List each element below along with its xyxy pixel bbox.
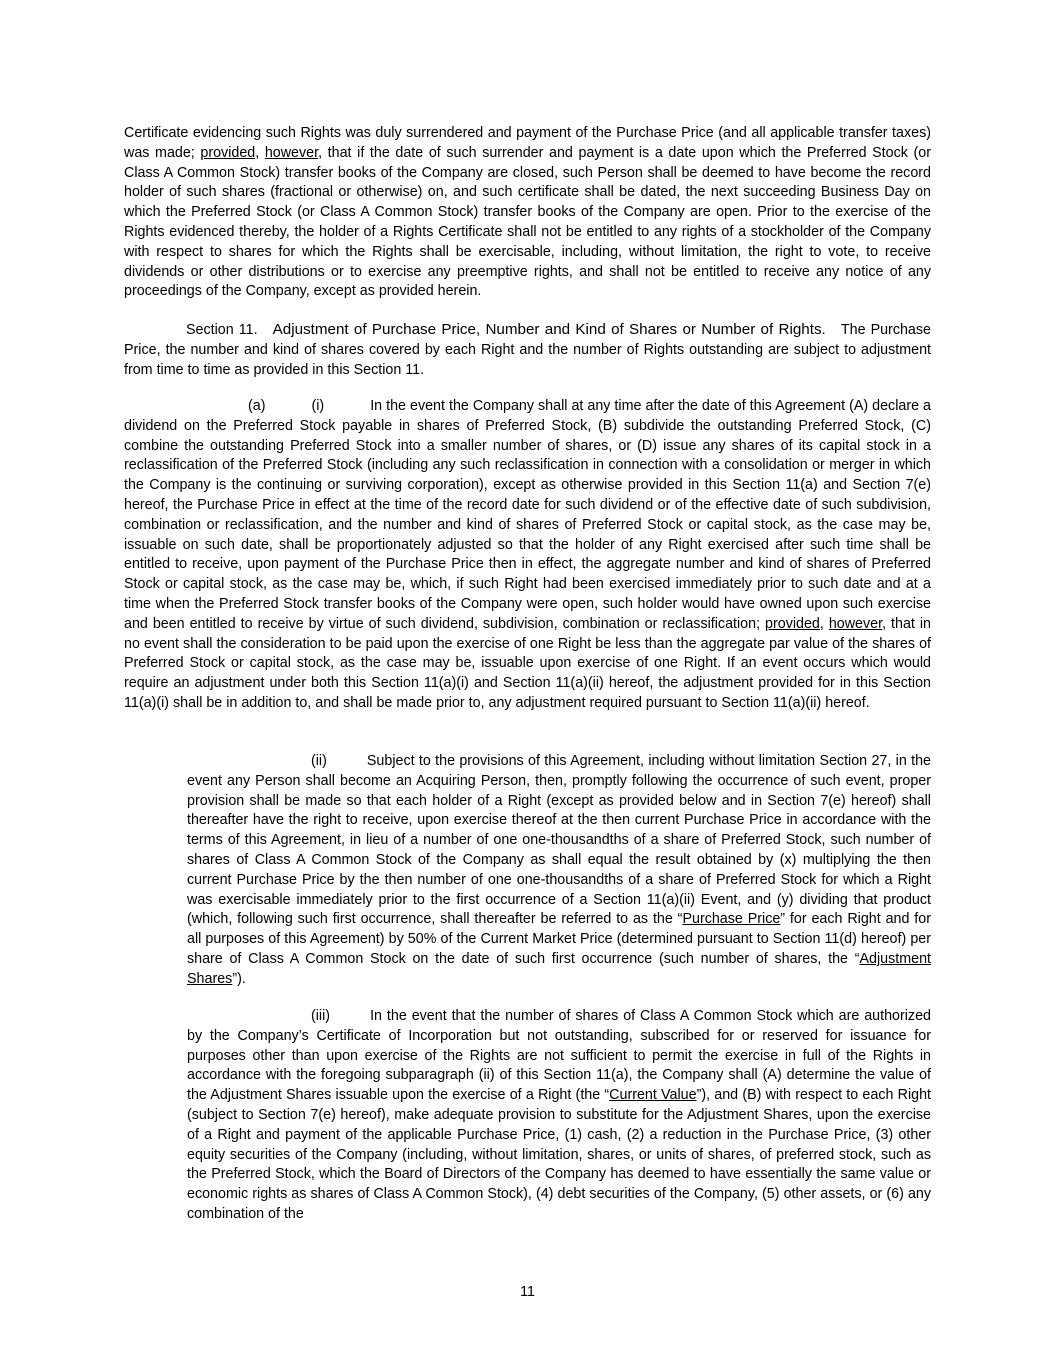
paragraph-11-a-ii (187, 752, 931, 990)
p1-text-a: Certificate evidencing such Rights was duly surrendered and payment of the Purchase Price (and all applicable transfer taxes) was made; (124, 125, 931, 161)
p1-comma: , (255, 144, 265, 161)
page-number: 11 (520, 1284, 535, 1300)
paragraph-11-a-i (124, 397, 931, 714)
p3-however: however (828, 615, 883, 632)
p3-provided: provided (765, 615, 820, 632)
p5-current-value: Current Value (609, 1087, 697, 1104)
section-11-label: Section 11. (186, 322, 258, 338)
p1-provided: provided (200, 144, 256, 161)
label-a: (a) (248, 398, 266, 414)
p5-text-a: In the event that the number of shares of Class A Common Stock which are authorized by the Company’s Certificate of Incorporation but not outstanding, subscribed for or reserved for issuance for purposes other than upon exercise of the Rights are not sufficient to permit the exercise in full of the Rights in accordance with the foregoing subparagraph (ii) of this Section 11(a), the Company shall (A) determine the value of the Adjustment Shares issuable upon the exercise of a Right (the “ (187, 1008, 931, 1104)
p3-text-b: , that in no event shall the consideration to be paid upon the exercise of one Right be less than the aggregate par value of the shares of Preferred Stock or capital stock, as the case may be, issuable upon exercise of one Right. If an event occurs which would require an adjustment under both this Section 11(a)(i) and Section 11(a)(ii) hereof, the adjustment provided for in this Section 11(a)(i) shall be in addition to, and shall be made prior to, any adjustment required pursuant to Section 11(a)(ii) hereof. (124, 615, 931, 711)
p3-text-a: In the event the Company shall at any time after the date of this Agreement (A) declare a dividend on the Preferred Stock payable in shares of Preferred Stock, (B) subdivide the outstanding Preferred Stock, (C) combine the outstanding Preferred Stock into a smaller number of shares, or (D) issue any shares of its capital stock in a reclassification of the Preferred Stock (including any such reclassification in connection with a consolidation or merger in which the Company is the continuing or surviving corporation), except as otherwise provided in this Section 11(a) and Section 7(e) hereof, the Purchase Price in effect at the time of the record date for such dividend or of the effective date of such subdivision, combination or reclassification, and the number and kind of shares of Preferred Stock or capital stock, as the case may be, issuable on such date, shall be proportionately adjusted so that the holder of any Right exercised after such time shall be entitled to receive, upon payment of the Purchase Price then in effect, the aggregate number and kind of shares of Preferred Stock or capital stock, as the case may be, which, if such Right had been exercised immediately prior to such date and at a time when the Preferred Stock transfer books of the Company were open, such holder would have owned upon such exercise and been entitled to receive by virtue of such dividend, subdivision, combination or reclassification; (124, 398, 931, 632)
p4-purchase-price: Purchase Price (682, 911, 781, 928)
p4-text-a: Subject to the provisions of this Agreement, including without limitation Section 27, in the event any Person shall become an Acquiring Person, then, promptly following the occurrence of such event, proper provision shall be made so that each holder of a Right (except as provided below and in Section 7(e) hereof) shall thereafter have the right to receive, upon exercise thereof at the then current Purchase Price in accordance with the terms of this Agreement, in lieu of a number of one one-thousandths of a share of Preferred Stock, such number of shares of Class A Common Stock of the Company as shall equal the result obtained by (x) multiplying the then current Purchase Price by the then number of one one-thousandths of a share of Preferred Stock for which a Right was exercisable immediately prior to the first occurrence of a Section 11(a)(ii) Event, and (y) dividing that product (which, following such first occurrence, shall thereafter be referred to as the “ (187, 753, 931, 928)
p4-text-c: ”). (232, 970, 246, 987)
label-iii: (iii) (311, 1008, 331, 1024)
paragraph-11-a-iii (187, 1007, 931, 1225)
p1-text-b: , that if the date of such surrender and payment is a date upon which the Preferred Stock (or Class A Common Stock) transfer books of the Company are closed, such Person shall be deemed to have become the record holder of such shares (fractional or otherwise) on, and such certificate shall be dated, the next succeeding Business Day on which the Preferred Stock (or Class A Common Stock) transfer books of the Company are open. Prior to the exercise of the Rights evidenced thereby, the holder of a Rights Certificate shall not be entitled to any rights of a stockholder of the Company with respect to shares for which the Rights shall be exercisable, including, without limitation, the right to vote, to receive dividends or other distributions or to exercise any preemptive rights, and shall not be entitled to receive any notice of any proceedings of the Company, except as provided herein. (124, 144, 931, 300)
label-i: (i) (311, 398, 325, 414)
p1-however: however (264, 144, 319, 161)
section-11-caption: Adjustment of Purchase Price, Number and Kind of Shares or Number of Rights. (272, 321, 826, 338)
p4-text-b: ” for each Right and for all purposes of this Agreement) by 50% of the Current Market Price (determined pursuant to Section 11(d) hereof) per share of Class A Common Stock on the date of such first occurrence (such number of shares, the “ (187, 911, 931, 967)
p5-text-b: ”), and (B) with respect to each Right (subject to Section 7(e) hereof), make adequate provision to substitute for the Adjustment Shares, upon the exercise of a Right and payment of the applicable Purchase Price, (1) cash, (2) a reduction in the Purchase Price, (3) other equity securities of the Company (including, without limitation, shares, or units of shares, of preferred stock, such as the Preferred Stock, which the Board of Directors of the Company has deemed to have essentially the same value or economic rights as shares of Class A Common Stock), (4) debt securities of the Company, (5) other assets, or (6) any combination of the (187, 1087, 932, 1222)
section-11-text: The Purchase Price, the number and kind of shares covered by each Right and the number of Rights outstanding are subject to adjustment from time to time as provided in this Section 11. (124, 322, 931, 378)
paragraph-rights-certificate (124, 124, 931, 302)
label-ii: (ii) (311, 753, 327, 769)
paragraph-section-11 (124, 320, 931, 380)
p4-adjustment-shares: Adjustment Shares (187, 950, 931, 987)
p3-comma: , (819, 615, 829, 632)
